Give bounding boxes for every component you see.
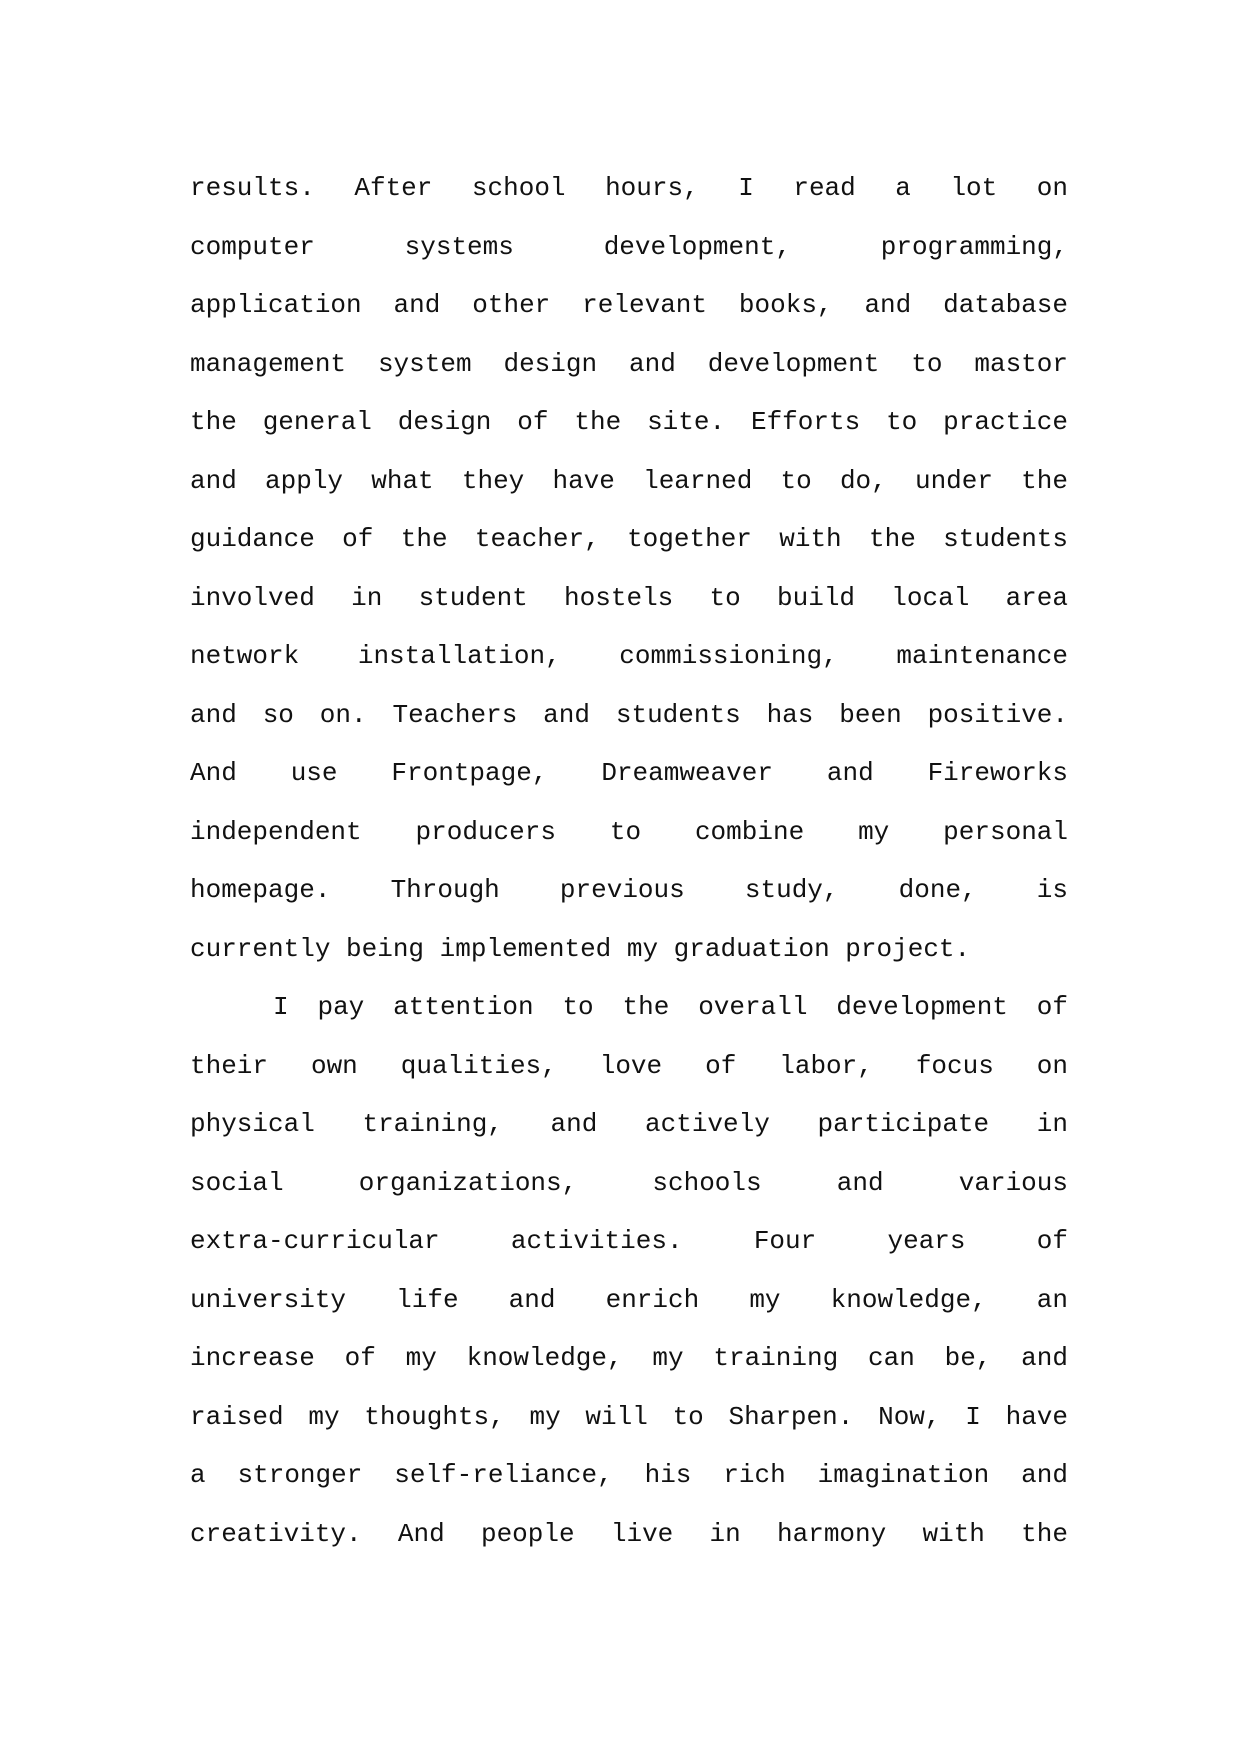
text-line: their own qualities, love of labor, focus on (190, 1050, 1068, 1081)
text-line: involved in student hostels to build local area (190, 582, 1068, 613)
text-line: raised my thoughts, my will to Sharpen. Now, I have (190, 1401, 1068, 1432)
text-line: increase of my knowledge, my training can be, and (190, 1343, 1068, 1373)
text-line: homepage. Through previous study, done, is (190, 875, 1068, 905)
text-line: currently being implemented my graduation project. (190, 933, 971, 964)
text-line: guidance of the teacher, together with the students (190, 524, 1068, 554)
text-line: I pay attention to the overall development of (273, 992, 1068, 1022)
text-line: creativity. And people live in harmony with the (190, 1518, 1068, 1549)
text-line: social organizations, schools and various (190, 1167, 1068, 1198)
text-line: extra-curricular activities. Four years of (190, 1226, 1068, 1256)
text-line: university life and enrich my knowledge, an (190, 1284, 1068, 1315)
text-line: independent producers to combine my personal (190, 816, 1068, 847)
text-line: a stronger self-reliance, his rich imagination and (190, 1460, 1068, 1490)
text-line: results. After school hours, I read a lot on (190, 173, 1068, 203)
text-line: and so on. Teachers and students has been positive. (190, 699, 1068, 730)
text-line: network installation, commissioning, maintenance (190, 641, 1068, 671)
text-line: the general design of the site. Efforts to practice (190, 407, 1068, 437)
text-line: management system design and development to mastor (190, 348, 1068, 379)
document-page (190, 159, 1068, 1563)
paragraph-2 (190, 978, 1068, 1563)
paragraph-1 (190, 159, 1068, 978)
text-line: physical training, and actively participate in (190, 1109, 1068, 1139)
text-line: And use Frontpage, Dreamweaver and Fireworks (190, 758, 1068, 788)
text-line: application and other relevant books, and database (190, 290, 1068, 320)
text-line: computer systems development, programming, (190, 231, 1068, 262)
text-line: and apply what they have learned to do, under the (190, 465, 1068, 496)
